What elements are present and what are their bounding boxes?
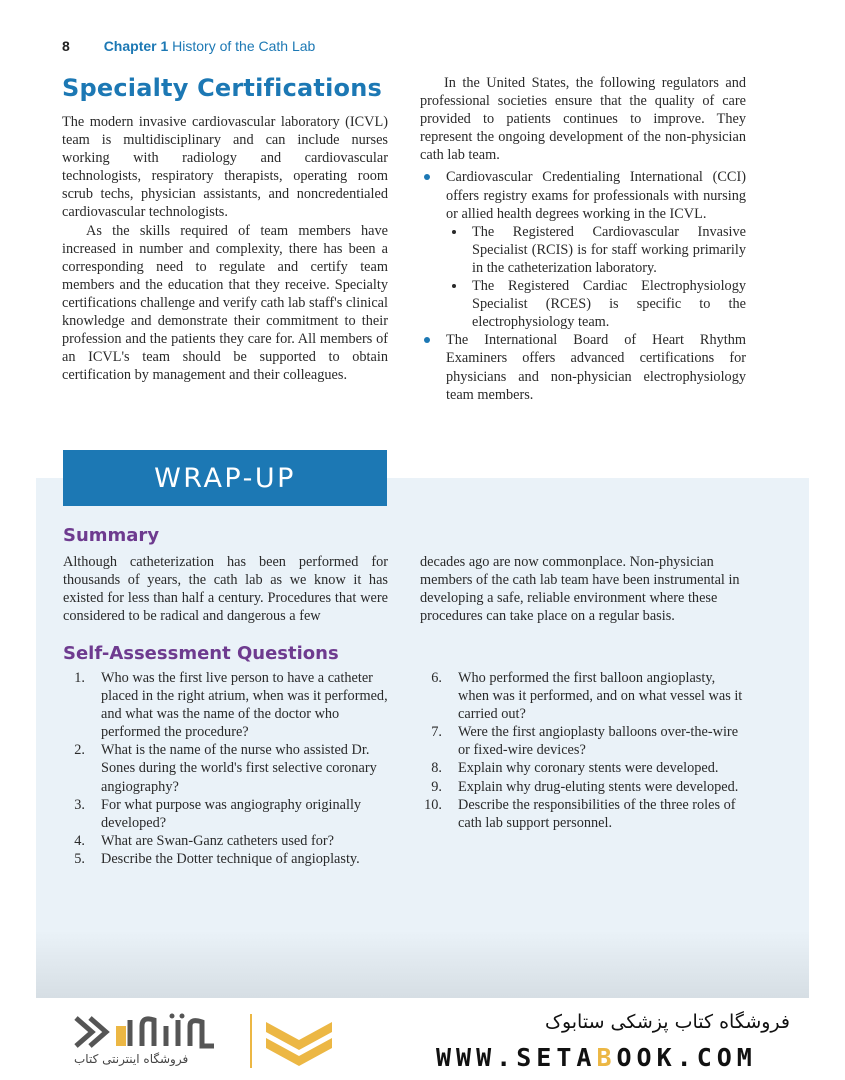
question-text: What are Swan-Ganz catheters used for? <box>101 832 335 849</box>
questions-left-list <box>63 669 388 868</box>
url-brand-b: B <box>596 1043 617 1072</box>
question-number: 2. <box>74 742 85 759</box>
question-text: Who was the first live person to have a catheter placed in the right atrium, when was it performed, and what was the name of the doctor who performed the procedure? <box>101 670 388 741</box>
url-brand-c: OOK.COM <box>616 1043 757 1072</box>
question-number: 4. <box>74 832 85 849</box>
bullet-ibhre: The International Board of Heart Rhythm Examiners offers advanced certifications for physicians and non-physician electrophysiology team members. <box>420 331 746 403</box>
question-item <box>420 778 746 796</box>
question-number: 5. <box>74 850 85 867</box>
question-number: 9. <box>431 778 442 795</box>
chapter-title: History of the Cath Lab <box>172 38 316 54</box>
running-header <box>62 38 315 54</box>
question-text: Were the first angioplasty balloons over-the-wire or fixed-wire devices? <box>458 724 739 759</box>
setabook-logo-icon <box>70 1010 245 1054</box>
specialty-paragraph-3: In the United States, the following regulators and professional societies ensure that the quality of care provided to patients continues to improve. They represent the ongoing development of the non-physician cath lab team. <box>420 75 746 164</box>
specialty-right-column <box>420 74 746 404</box>
questions-heading: Self-Assessment Questions <box>63 643 339 664</box>
question-item <box>420 796 746 832</box>
question-text: What is the name of the nurse who assisted Dr. Sones during the world's first selective coronary angiography? <box>101 742 377 795</box>
summary-right: decades ago are now commonplace. Non-physician members of the cath lab team have been instrumental in developing a safe, reliable environment where these procedures can take place on a regular basis. <box>420 554 740 625</box>
specialty-paragraph-1: The modern invasive cardiovascular laboratory (ICVL) team is multidisciplinary and can include nurses working with radiology and cardiovascular technologists, respiratory therapists, operating room scrub techs, physician assistants, and noncredentialed cardiovascular technologists. <box>62 114 388 221</box>
wrapup-banner: WRAP-UP <box>63 450 387 506</box>
question-item <box>420 723 746 759</box>
sub-item-rces: The Registered Cardiac Electrophysiology Specialist (RCES) is specific to the electrophysiology team. <box>446 277 746 331</box>
question-number: 10. <box>424 796 442 813</box>
question-item <box>420 759 746 777</box>
logo-tagline: فروشگاه اینترنتی کتاب <box>74 1052 189 1066</box>
question-item <box>63 796 388 832</box>
question-item <box>420 669 746 723</box>
chevron-stack-icon <box>264 1018 334 1070</box>
url-brand-a: SETA <box>516 1043 597 1072</box>
question-item <box>63 850 388 868</box>
store-name: فروشگاه کتاب پزشکی ستابوک <box>544 1011 790 1033</box>
summary-left: Although catheterization has been performed for thousands of years, the cath lab as we know it has existed for less than half a century. Procedures that were considered to be radical and dangerous a few <box>63 554 388 625</box>
page-number: 8 <box>62 38 70 54</box>
logo-divider <box>250 1014 252 1068</box>
question-text: Explain why coronary stents were developed. <box>458 760 719 777</box>
questions-right-list <box>420 669 746 832</box>
question-item <box>63 669 388 741</box>
question-number: 7. <box>431 724 442 741</box>
specialty-left-column <box>62 113 388 384</box>
question-text: Who performed the first balloon angioplasty, when was it performed, and on what vessel was it carried out? <box>458 670 743 723</box>
question-text: Describe the Dotter technique of angioplasty. <box>101 850 360 867</box>
wrapup-fade <box>36 930 809 998</box>
question-text: For what purpose was angiography originally developed? <box>101 796 362 831</box>
question-number: 8. <box>431 760 442 777</box>
sub-item-rcis: The Registered Cardiovascular Invasive Specialist (RCIS) is for staff working primarily in the catheterization laboratory. <box>446 223 746 277</box>
specialty-heading: Specialty Certifications <box>62 74 382 102</box>
summary-heading: Summary <box>63 525 160 546</box>
question-number: 6. <box>431 670 442 686</box>
store-url[interactable] <box>436 1043 757 1072</box>
bullet-cci: Cardiovascular Credentialing International (CCI) offers registry exams for professionals with nursing or allied health degrees working in the ICVL. <box>446 169 746 222</box>
question-item <box>63 832 388 850</box>
question-number: 3. <box>74 796 85 813</box>
question-item <box>63 741 388 795</box>
cci-sub-list <box>446 223 746 332</box>
specialty-paragraph-2: As the skills required of team members have increased in number and complexity, there has been a corresponding need to regulate and certify team members and the education that they receive. Specialty certifications challenge and verify cath lab staff's clinical knowledge and demonstrate their commitment to their profession and the patients they care for. All members of an ICVL's team should be supported to obtain certification by management and their colleagues. <box>62 222 388 384</box>
chapter-label: Chapter 1 <box>103 38 169 54</box>
question-text: Describe the responsibilities of the three roles of cath lab support personnel. <box>458 796 736 831</box>
list-item <box>420 168 746 331</box>
certification-list <box>420 168 746 403</box>
url-prefix: WWW. <box>436 1043 517 1072</box>
question-number: 1. <box>74 670 85 686</box>
question-text: Explain why drug-eluting stents were developed. <box>458 778 739 795</box>
